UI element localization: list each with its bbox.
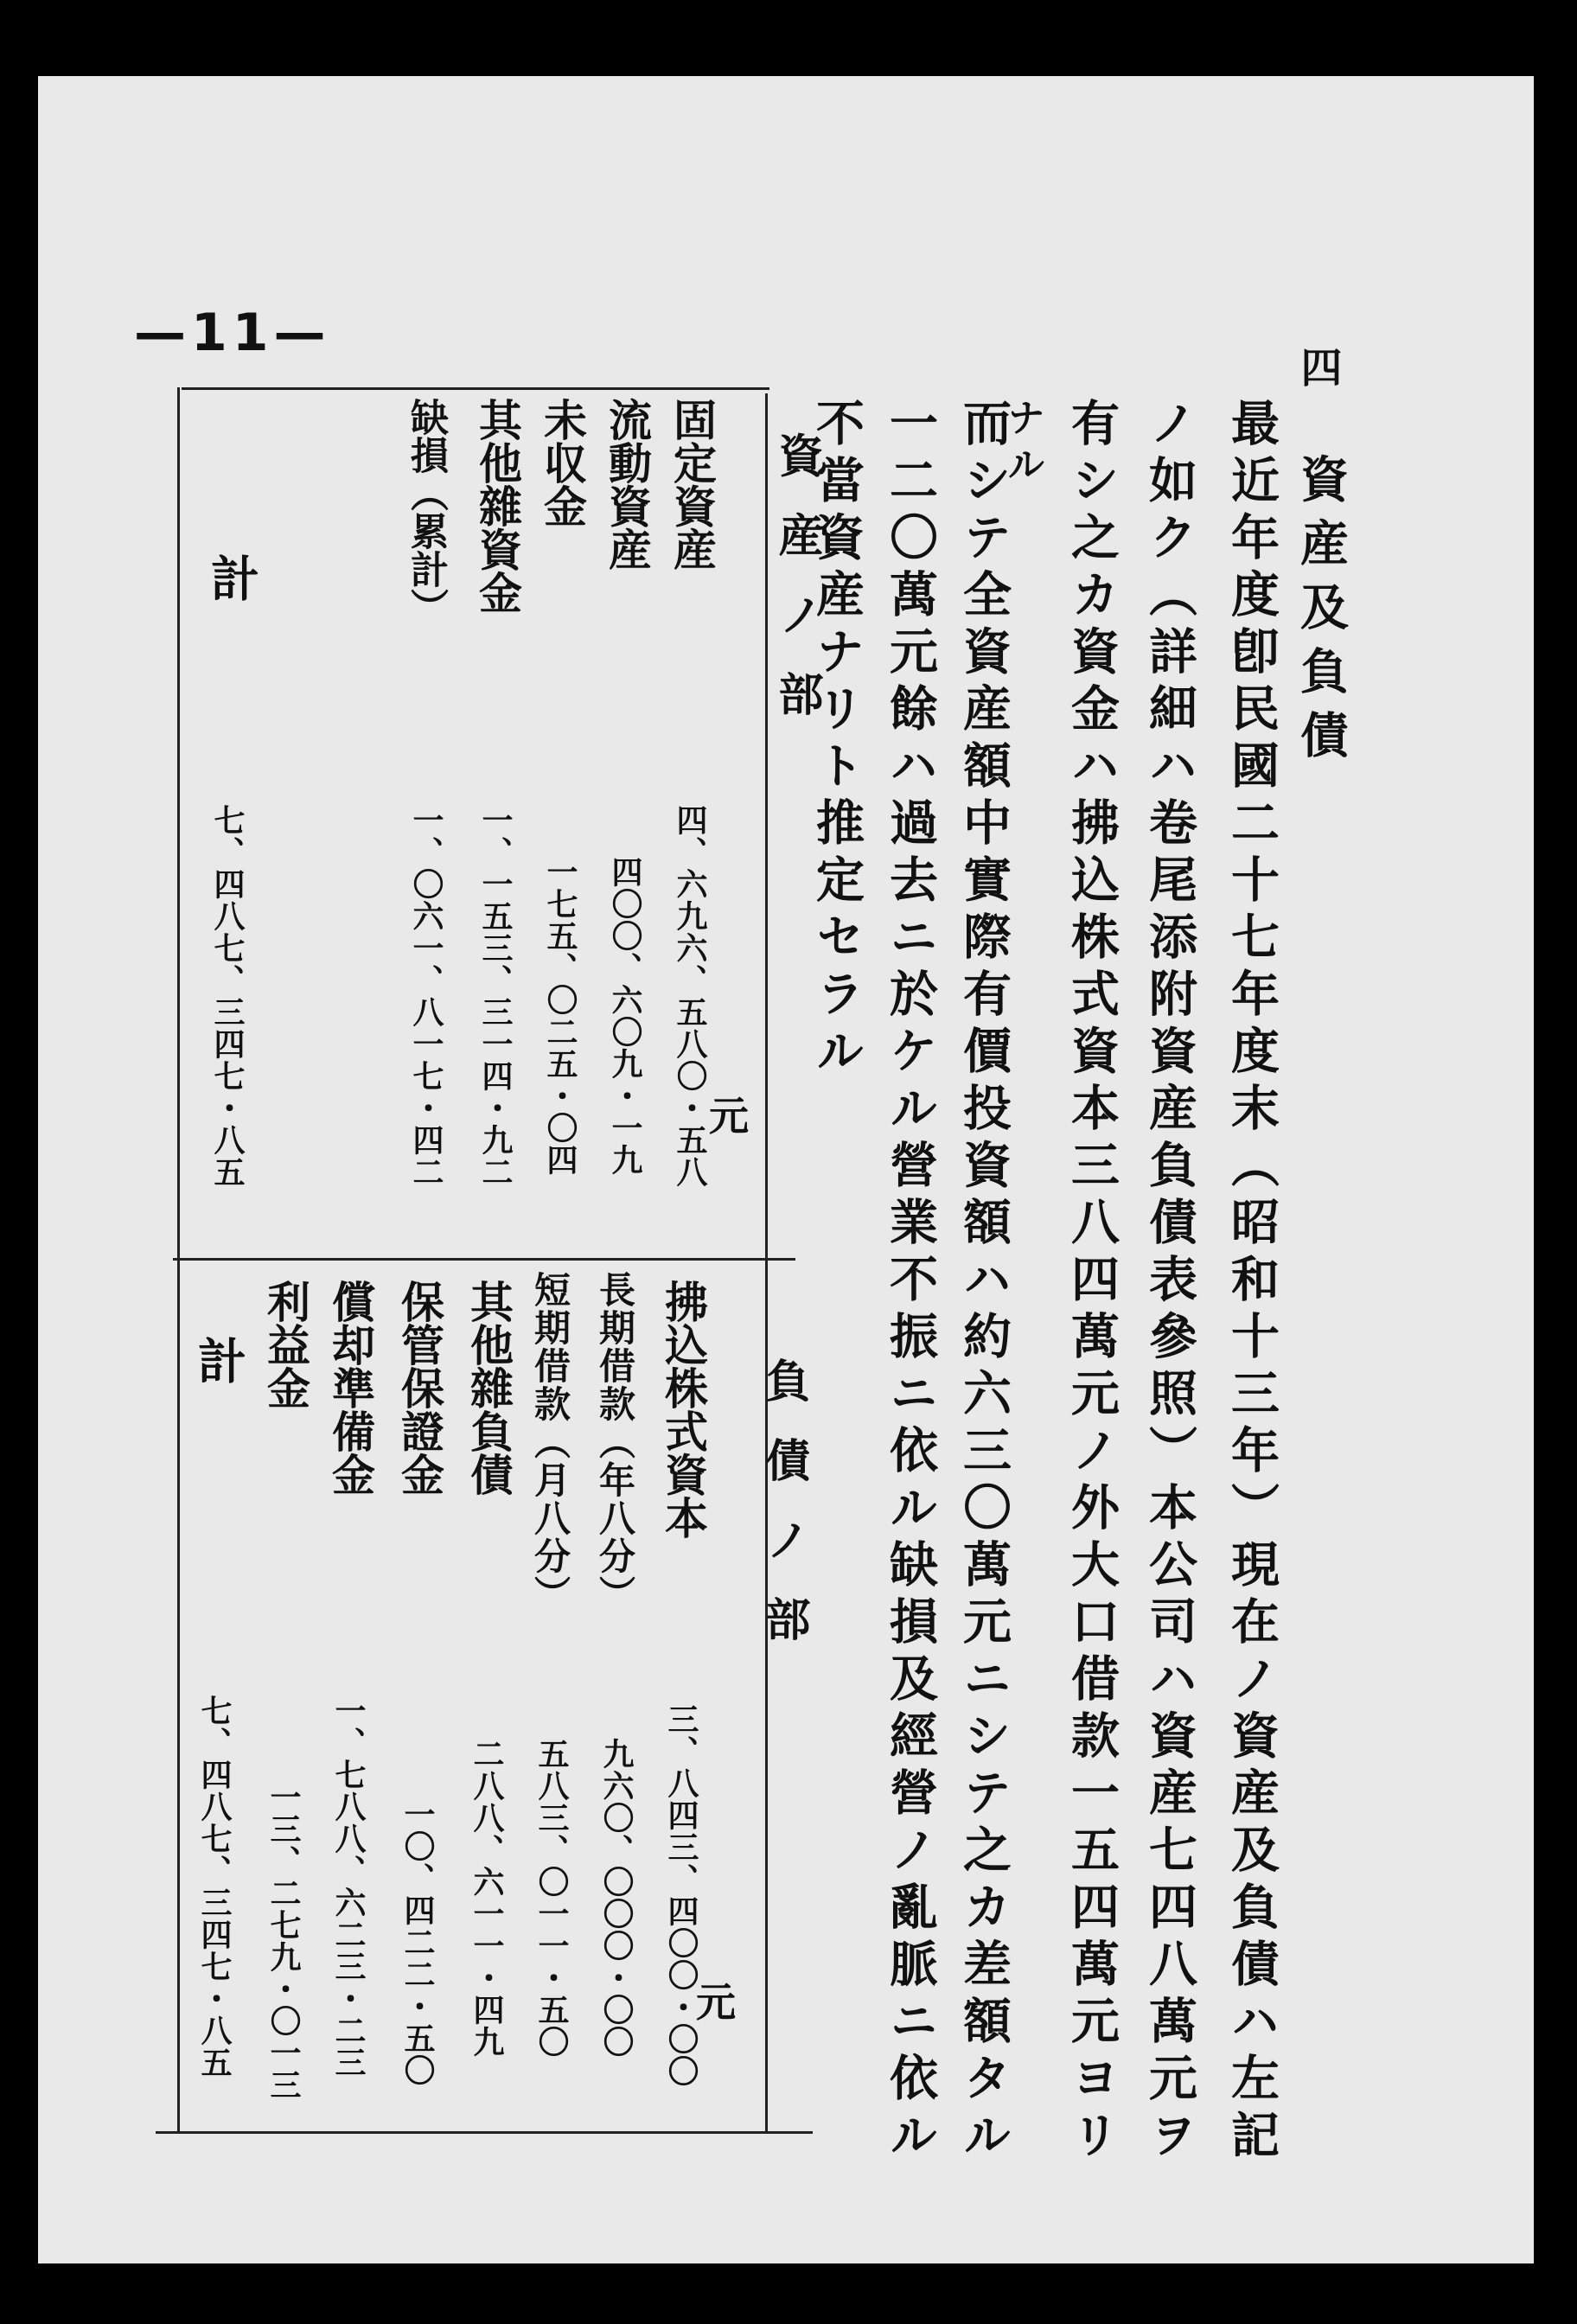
- liability-value-other: 二八八、六一一・四九: [469, 1738, 505, 2058]
- asset-total-label: 計: [203, 553, 260, 610]
- liability-total-label: 計: [190, 1336, 247, 1393]
- asset-label-fixed: 固定資産: [667, 398, 718, 571]
- liability-value-reserve: 一、七八八、六二三・二三: [330, 1695, 367, 2078]
- section-title: 資産及負債: [1293, 454, 1350, 774]
- asset-total-value: 七、四八七、三四七・八五: [209, 804, 246, 1188]
- body-line-1: 最近年度卽民國二十七年度末（昭和十三年）現在ノ資産及負債ハ左記: [1223, 398, 1280, 2167]
- body-line-6: 一二〇萬元餘ハ過去ニ於ケル營業不振ニ依ル缺損及經營ノ亂脈ニ依ル: [882, 398, 939, 2167]
- liability-value-short-loan: 五八三、〇一一・五〇: [533, 1738, 570, 2058]
- asset-label-deficit: 缺損（累計）: [404, 398, 448, 626]
- body-line-2: ノ如ク（詳細ハ卷尾添附資産負債表參照）本公司ハ資産七四八萬元ヲ: [1141, 398, 1198, 2167]
- liability-label-profit: 利益金: [260, 1280, 311, 1409]
- table-left-border: [177, 387, 180, 2134]
- liability-value-profit: 一三、二七九・〇一三: [265, 1781, 302, 2101]
- liability-total-value: 七、四八七、三四七・八五: [196, 1695, 233, 2078]
- table-middle-border: [173, 1258, 795, 1261]
- assets-unit: 元: [709, 1093, 749, 1140]
- asset-value-deficit: 一、〇六一、八一七・四二: [408, 804, 444, 1188]
- asset-label-current: 流動資産: [602, 398, 653, 571]
- liabilities-unit: 元: [696, 1979, 736, 2026]
- liability-value-deposit: 一〇、四二二・五〇: [399, 1798, 436, 2086]
- liability-label-other: 其他雜負債: [463, 1280, 514, 1496]
- liability-label-long-loan: 長期借款（年八分）: [594, 1271, 636, 1613]
- table-bottom-border: [156, 2131, 813, 2134]
- liability-label-short-loan: 短期借款（月八分）: [529, 1271, 571, 1613]
- table-heading-divider: [765, 393, 768, 2131]
- asset-value-fixed: 四、六九六、五八〇・五八: [672, 804, 708, 1188]
- body-line-4: ナル: [1000, 398, 1044, 491]
- document-page: [38, 76, 1534, 2263]
- liability-value-capital: 三、八四三、四〇〇・〇〇: [663, 1703, 699, 2087]
- liabilities-heading: 負債ノ部: [757, 1357, 810, 1676]
- liability-label-reserve: 償却準備金: [325, 1280, 376, 1496]
- section-number: 四: [1293, 346, 1342, 396]
- body-line-5: 而シテ全資産額中實際有價投資額ハ約六三〇萬元ニシテ之カ差額タル: [955, 398, 1012, 2167]
- asset-value-current: 四〇〇、六〇九・一九: [607, 856, 643, 1176]
- asset-value-other: 一、一五三、三一四・九二: [477, 804, 514, 1188]
- body-line-3: 有シ之カ資金ハ拂込株式資本三八四萬元ノ外大口借款一五四萬元ヨリ: [1063, 398, 1120, 2167]
- assets-heading: 資産ノ部: [770, 432, 823, 750]
- table-top-border: [182, 387, 769, 390]
- page-number: —11—: [134, 303, 331, 363]
- asset-value-receivable: 一七五、〇二五・〇四: [542, 856, 578, 1176]
- asset-label-receivable: 未収金: [537, 398, 588, 527]
- liability-label-capital: 拂込株式資本: [658, 1280, 709, 1539]
- body-line-7: 不當資産ナリト推定セラル: [808, 398, 865, 1082]
- liability-label-deposit: 保管保證金: [394, 1280, 445, 1496]
- asset-label-other: 其他雜資金: [472, 398, 523, 614]
- liability-value-long-loan: 九六〇、〇〇〇・〇〇: [598, 1738, 635, 2058]
